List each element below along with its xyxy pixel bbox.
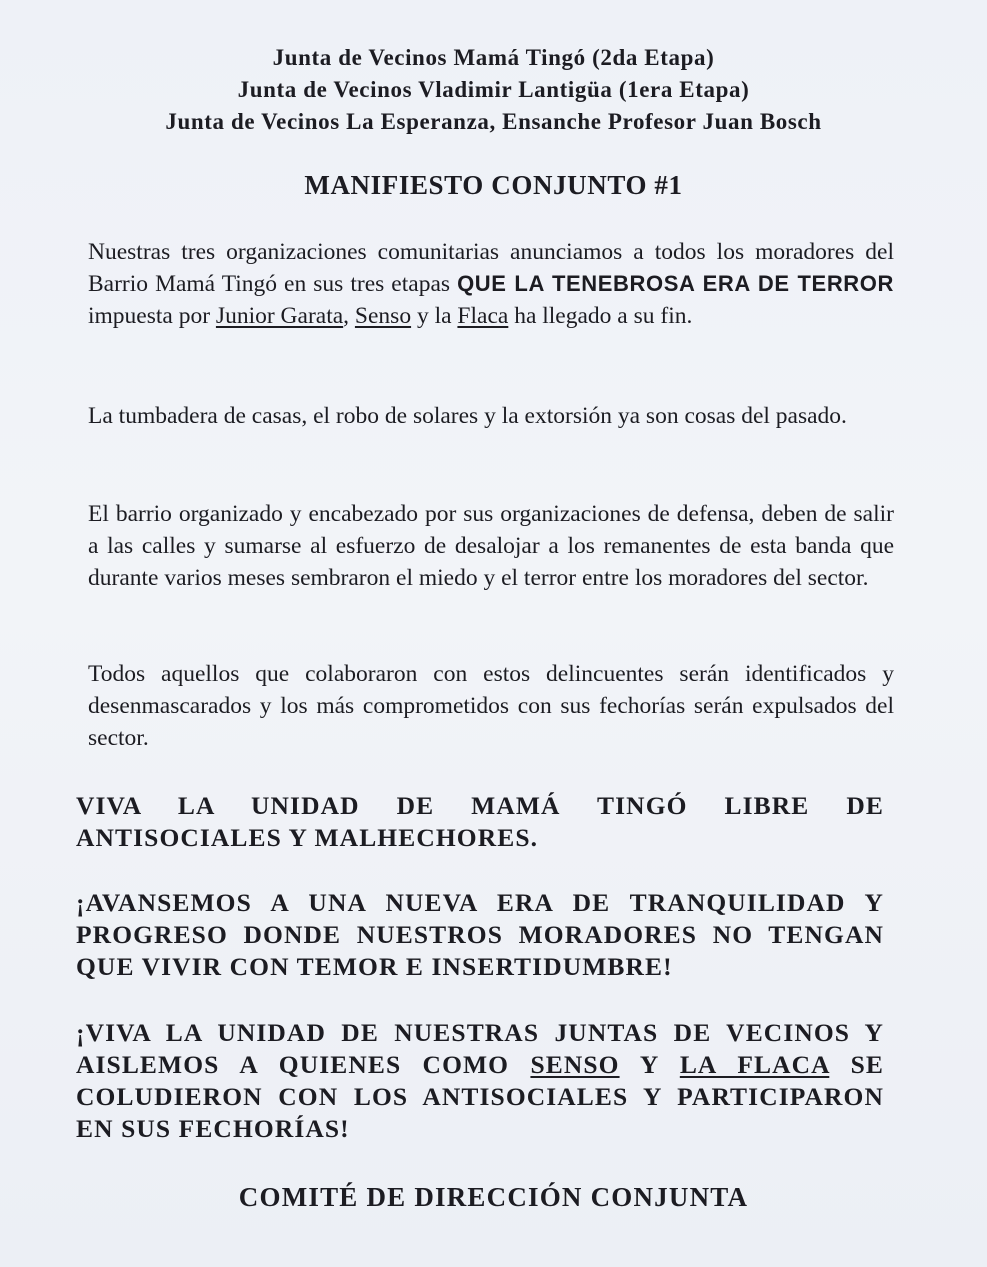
header-line-3: Junta de Vecinos La Esperanza, Ensanche Profesor Juan Bosch — [165, 109, 822, 134]
paragraph-1-after-emphasis: impuesta por — [88, 303, 216, 329]
slogan-3-name-la-flaca: LA FLACA — [679, 1050, 830, 1079]
paragraph-past: La tumbadera de casas, el robo de solares y la extorsión ya son cosas del pasado. — [88, 403, 847, 429]
paragraph-1-sep-2: y la — [411, 303, 458, 329]
signature-committee: COMITÉ DE DIRECCIÓN CONJUNTA — [238, 1182, 749, 1212]
slogan-3-part-1: ¡VIVA LA UNIDAD DE NUESTRAS JUNTAS DE VECINOS Y AISLEMOS A QUIENES COMO — [76, 1018, 884, 1079]
slogan-3-sep: Y — [619, 1050, 680, 1079]
slogan-new-era: ¡AVANSEMOS A UNA NUEVA ERA DE TRANQUILIDAD Y PROGRESO DONDE NUESTROS MORADORES NO TENGAN QUE VIVIR CON TEMOR E INSERTIDUMBRE! — [76, 888, 884, 981]
slogan-juntas-unity — [76, 1017, 884, 1145]
paragraph-1-intro: Nuestras tres organizaciones comunitarias anunciamos a todos los moradores del Barrio Mamá Tingó en sus tres etapas — [88, 239, 894, 297]
header-line-1: Junta de Vecinos Mamá Tingó (2da Etapa) — [272, 45, 715, 70]
paragraph-announcement — [88, 236, 894, 332]
name-flaca: Flaca — [457, 303, 509, 329]
manifesto-title: MANIFIESTO CONJUNTO #1 — [304, 170, 683, 200]
paragraph-1-sep-1: , — [343, 303, 355, 329]
paragraph-1-emphasis: QUE LA TENEBROSA ERA DE TERROR — [457, 271, 894, 296]
organization-headers — [0, 42, 987, 138]
paragraph-collaborators: Todos aquellos que colaboraron con estos delincuentes serán identificados y desenmascarados y los más comprometidos con sus fechorías serán expulsados del sector. — [88, 661, 894, 751]
paragraph-1-ending: ha llegado a su fin. — [508, 303, 693, 329]
slogan-unity-mama-tingo: VIVA LA UNIDAD DE MAMÁ TINGÓ LIBRE DE ANTISOCIALES Y MALHECHORES. — [76, 791, 884, 852]
name-senso: Senso — [354, 303, 412, 329]
slogan-3-part-2: SE COLUDIERON CON LOS ANTISOCIALES Y PARTICIPARON EN SUS FECHORÍAS! — [76, 1050, 885, 1143]
slogan-3-name-senso: SENSO — [530, 1050, 620, 1079]
name-junior-garata: Junior Garata — [215, 303, 344, 329]
header-line-2: Junta de Vecinos Vladimir Lantigüa (1era Etapa) — [237, 77, 750, 102]
paragraph-organize: El barrio organizado y encabezado por sus organizaciones de defensa, deben de salir a las calles y sumarse al esfuerzo de desalojar a los remanentes de esta banda que durante varios meses sembraron el miedo y el terror entre los moradores del sector. — [88, 501, 894, 591]
